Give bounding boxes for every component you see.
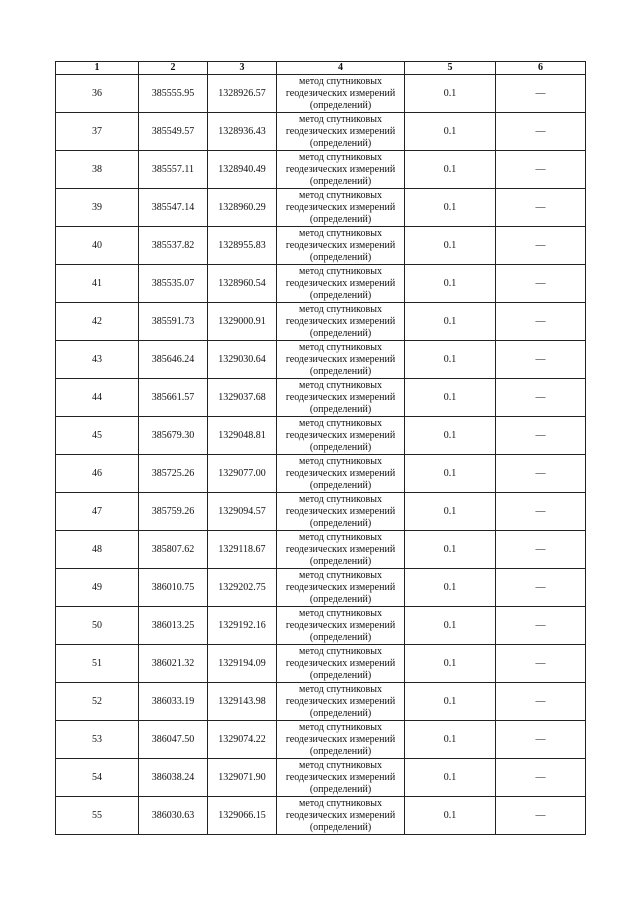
coordinate-x: 385725.26 xyxy=(139,455,208,493)
note-value: — xyxy=(496,455,586,493)
accuracy-value: 0.1 xyxy=(405,227,496,265)
table-row xyxy=(56,113,586,151)
note-value: — xyxy=(496,721,586,759)
table-row xyxy=(56,265,586,303)
coordinate-y: 1329143.98 xyxy=(208,683,277,721)
method-line: (определений) xyxy=(309,213,372,225)
method-line: геодезических измерений xyxy=(285,391,396,403)
table-row xyxy=(56,75,586,113)
accuracy-value: 0.1 xyxy=(405,265,496,303)
coordinate-x: 386038.24 xyxy=(139,759,208,797)
point-number: 42 xyxy=(56,303,139,341)
coordinate-x: 386010.75 xyxy=(139,569,208,607)
point-number: 36 xyxy=(56,75,139,113)
coordinate-y: 1329074.22 xyxy=(208,721,277,759)
header-row xyxy=(56,62,586,75)
method-cell xyxy=(277,113,405,151)
note-value: — xyxy=(496,265,586,303)
coordinate-y: 1329000.91 xyxy=(208,303,277,341)
note-value: — xyxy=(496,303,586,341)
method-line: (определений) xyxy=(309,175,372,187)
coordinate-y: 1329094.57 xyxy=(208,493,277,531)
method-line: геодезических измерений xyxy=(285,581,396,593)
note-value: — xyxy=(496,607,586,645)
method-line: геодезических измерений xyxy=(285,87,396,99)
point-number: 51 xyxy=(56,645,139,683)
table-row xyxy=(56,721,586,759)
coordinate-x: 385537.82 xyxy=(139,227,208,265)
note-value: — xyxy=(496,189,586,227)
point-number: 44 xyxy=(56,379,139,417)
coordinate-y: 1329071.90 xyxy=(208,759,277,797)
coordinate-x: 385557.11 xyxy=(139,151,208,189)
method-line: (определений) xyxy=(309,707,372,719)
accuracy-value: 0.1 xyxy=(405,721,496,759)
method-line: геодезических измерений xyxy=(285,657,396,669)
method-line: метод спутниковых xyxy=(299,75,382,87)
accuracy-value: 0.1 xyxy=(405,379,496,417)
method-line: метод спутниковых xyxy=(299,113,382,125)
coordinate-x: 385679.30 xyxy=(139,417,208,455)
method-line: (определений) xyxy=(309,479,372,491)
note-value: — xyxy=(496,341,586,379)
method-line: (определений) xyxy=(309,669,372,681)
coordinate-y: 1329066.15 xyxy=(208,797,277,835)
coordinate-x: 385535.07 xyxy=(139,265,208,303)
note-value: — xyxy=(496,227,586,265)
point-number: 41 xyxy=(56,265,139,303)
method-line: метод спутниковых xyxy=(299,151,382,163)
method-line: (определений) xyxy=(309,783,372,795)
method-cell xyxy=(277,151,405,189)
coordinate-y: 1329037.68 xyxy=(208,379,277,417)
coordinate-x: 385555.95 xyxy=(139,75,208,113)
point-number: 39 xyxy=(56,189,139,227)
header-col-6: 6 xyxy=(496,62,586,75)
accuracy-value: 0.1 xyxy=(405,569,496,607)
method-line: геодезических измерений xyxy=(285,619,396,631)
note-value: — xyxy=(496,75,586,113)
table-row xyxy=(56,151,586,189)
method-line: метод спутниковых xyxy=(299,645,382,657)
method-cell xyxy=(277,341,405,379)
method-line: геодезических измерений xyxy=(285,695,396,707)
coordinate-x: 385547.14 xyxy=(139,189,208,227)
point-number: 43 xyxy=(56,341,139,379)
note-value: — xyxy=(496,683,586,721)
coordinate-y: 1328940.49 xyxy=(208,151,277,189)
table-row xyxy=(56,417,586,455)
method-line: (определений) xyxy=(309,517,372,529)
header-col-5: 5 xyxy=(405,62,496,75)
coordinate-y: 1328955.83 xyxy=(208,227,277,265)
method-line: геодезических измерений xyxy=(285,353,396,365)
method-line: (определений) xyxy=(309,251,372,263)
method-line: метод спутниковых xyxy=(299,531,382,543)
document-page xyxy=(55,61,585,835)
method-cell xyxy=(277,75,405,113)
method-line: геодезических измерений xyxy=(285,733,396,745)
table-row xyxy=(56,607,586,645)
method-line: геодезических измерений xyxy=(285,809,396,821)
accuracy-value: 0.1 xyxy=(405,189,496,227)
method-line: геодезических измерений xyxy=(285,201,396,213)
table-row xyxy=(56,759,586,797)
accuracy-value: 0.1 xyxy=(405,151,496,189)
method-line: метод спутниковых xyxy=(299,797,382,809)
method-line: метод спутниковых xyxy=(299,189,382,201)
method-line: геодезических измерений xyxy=(285,467,396,479)
method-cell xyxy=(277,797,405,835)
header-col-3: 3 xyxy=(208,62,277,75)
coordinate-y: 1329202.75 xyxy=(208,569,277,607)
coordinate-x: 386013.25 xyxy=(139,607,208,645)
accuracy-value: 0.1 xyxy=(405,645,496,683)
method-cell xyxy=(277,303,405,341)
accuracy-value: 0.1 xyxy=(405,607,496,645)
note-value: — xyxy=(496,645,586,683)
note-value: — xyxy=(496,493,586,531)
method-cell xyxy=(277,645,405,683)
coordinate-y: 1329048.81 xyxy=(208,417,277,455)
method-line: метод спутниковых xyxy=(299,721,382,733)
point-number: 52 xyxy=(56,683,139,721)
method-line: (определений) xyxy=(309,403,372,415)
method-line: (определений) xyxy=(309,441,372,453)
coordinate-x: 385591.73 xyxy=(139,303,208,341)
coordinates-table xyxy=(55,61,586,835)
coordinate-x: 386030.63 xyxy=(139,797,208,835)
table-row xyxy=(56,227,586,265)
point-number: 37 xyxy=(56,113,139,151)
note-value: — xyxy=(496,531,586,569)
coordinate-y: 1328960.29 xyxy=(208,189,277,227)
method-line: (определений) xyxy=(309,99,372,111)
point-number: 49 xyxy=(56,569,139,607)
coordinate-y: 1329118.67 xyxy=(208,531,277,569)
method-cell xyxy=(277,493,405,531)
method-line: (определений) xyxy=(309,555,372,567)
header-col-4: 4 xyxy=(277,62,405,75)
coordinate-y: 1329192.16 xyxy=(208,607,277,645)
method-line: (определений) xyxy=(309,745,372,757)
method-cell xyxy=(277,683,405,721)
table-row xyxy=(56,303,586,341)
accuracy-value: 0.1 xyxy=(405,531,496,569)
method-cell xyxy=(277,569,405,607)
method-cell xyxy=(277,455,405,493)
point-number: 46 xyxy=(56,455,139,493)
method-line: геодезических измерений xyxy=(285,429,396,441)
coordinate-y: 1329194.09 xyxy=(208,645,277,683)
table-row xyxy=(56,569,586,607)
accuracy-value: 0.1 xyxy=(405,303,496,341)
method-line: метод спутниковых xyxy=(299,227,382,239)
coordinate-y: 1329030.64 xyxy=(208,341,277,379)
method-cell xyxy=(277,379,405,417)
accuracy-value: 0.1 xyxy=(405,75,496,113)
method-line: (определений) xyxy=(309,327,372,339)
method-cell xyxy=(277,721,405,759)
method-line: метод спутниковых xyxy=(299,455,382,467)
note-value: — xyxy=(496,379,586,417)
method-line: геодезических измерений xyxy=(285,543,396,555)
coordinate-x: 385661.57 xyxy=(139,379,208,417)
coordinate-x: 385807.62 xyxy=(139,531,208,569)
accuracy-value: 0.1 xyxy=(405,417,496,455)
table-header xyxy=(56,62,586,75)
accuracy-value: 0.1 xyxy=(405,683,496,721)
coordinate-x: 385646.24 xyxy=(139,341,208,379)
coordinate-y: 1328926.57 xyxy=(208,75,277,113)
table-row xyxy=(56,797,586,835)
method-line: метод спутниковых xyxy=(299,417,382,429)
method-cell xyxy=(277,607,405,645)
method-line: геодезических измерений xyxy=(285,125,396,137)
method-line: геодезических измерений xyxy=(285,315,396,327)
table-row xyxy=(56,379,586,417)
coordinate-x: 386047.50 xyxy=(139,721,208,759)
method-line: метод спутниковых xyxy=(299,607,382,619)
method-cell xyxy=(277,417,405,455)
header-col-2: 2 xyxy=(139,62,208,75)
method-line: геодезических измерений xyxy=(285,771,396,783)
table-row xyxy=(56,645,586,683)
method-line: (определений) xyxy=(309,821,372,833)
method-line: (определений) xyxy=(309,289,372,301)
note-value: — xyxy=(496,797,586,835)
note-value: — xyxy=(496,759,586,797)
method-line: (определений) xyxy=(309,593,372,605)
table-row xyxy=(56,455,586,493)
method-cell xyxy=(277,759,405,797)
coordinate-x: 385759.26 xyxy=(139,493,208,531)
method-line: (определений) xyxy=(309,137,372,149)
method-line: метод спутниковых xyxy=(299,265,382,277)
note-value: — xyxy=(496,569,586,607)
point-number: 40 xyxy=(56,227,139,265)
point-number: 54 xyxy=(56,759,139,797)
table-body xyxy=(56,75,586,835)
table-row xyxy=(56,189,586,227)
method-line: геодезических измерений xyxy=(285,163,396,175)
coordinate-x: 386033.19 xyxy=(139,683,208,721)
method-line: метод спутниковых xyxy=(299,303,382,315)
accuracy-value: 0.1 xyxy=(405,759,496,797)
table-row xyxy=(56,683,586,721)
method-line: метод спутниковых xyxy=(299,379,382,391)
method-line: метод спутниковых xyxy=(299,683,382,695)
note-value: — xyxy=(496,417,586,455)
method-cell xyxy=(277,265,405,303)
note-value: — xyxy=(496,151,586,189)
accuracy-value: 0.1 xyxy=(405,797,496,835)
coordinate-x: 385549.57 xyxy=(139,113,208,151)
point-number: 50 xyxy=(56,607,139,645)
method-line: метод спутниковых xyxy=(299,569,382,581)
method-line: (определений) xyxy=(309,365,372,377)
point-number: 38 xyxy=(56,151,139,189)
point-number: 53 xyxy=(56,721,139,759)
point-number: 48 xyxy=(56,531,139,569)
accuracy-value: 0.1 xyxy=(405,113,496,151)
point-number: 45 xyxy=(56,417,139,455)
table-row xyxy=(56,493,586,531)
table-row xyxy=(56,531,586,569)
method-cell xyxy=(277,531,405,569)
accuracy-value: 0.1 xyxy=(405,493,496,531)
coordinate-y: 1328936.43 xyxy=(208,113,277,151)
coordinate-y: 1328960.54 xyxy=(208,265,277,303)
method-line: (определений) xyxy=(309,631,372,643)
method-line: геодезических измерений xyxy=(285,505,396,517)
method-line: метод спутниковых xyxy=(299,759,382,771)
method-line: метод спутниковых xyxy=(299,341,382,353)
coordinate-y: 1329077.00 xyxy=(208,455,277,493)
method-line: метод спутниковых xyxy=(299,493,382,505)
method-cell xyxy=(277,189,405,227)
method-line: геодезических измерений xyxy=(285,277,396,289)
method-line: геодезических измерений xyxy=(285,239,396,251)
accuracy-value: 0.1 xyxy=(405,455,496,493)
point-number: 47 xyxy=(56,493,139,531)
table-row xyxy=(56,341,586,379)
accuracy-value: 0.1 xyxy=(405,341,496,379)
header-col-1: 1 xyxy=(56,62,139,75)
method-cell xyxy=(277,227,405,265)
coordinate-x: 386021.32 xyxy=(139,645,208,683)
note-value: — xyxy=(496,113,586,151)
point-number: 55 xyxy=(56,797,139,835)
